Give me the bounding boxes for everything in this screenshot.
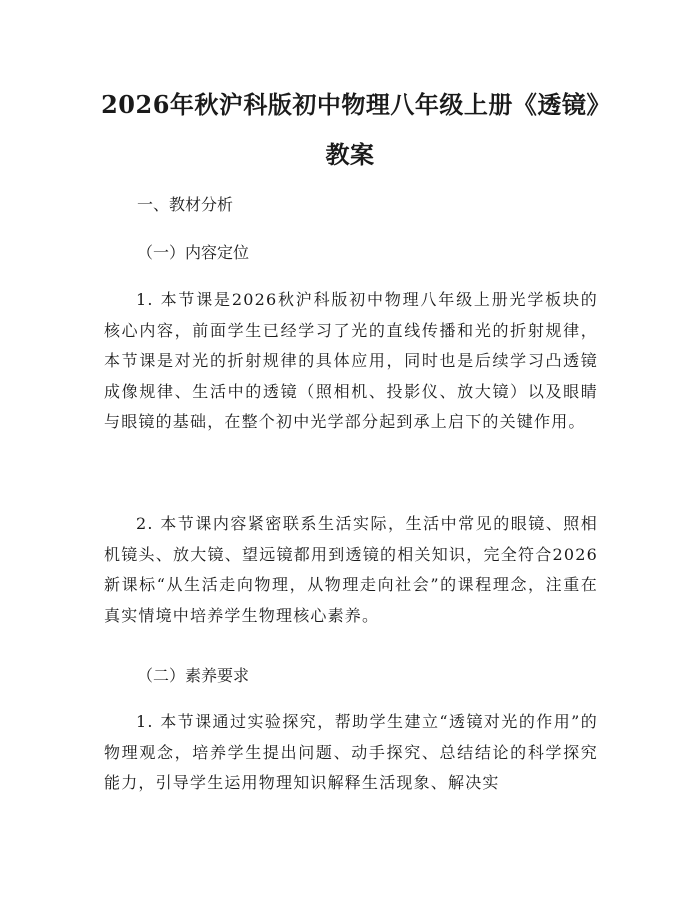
section-heading-textbook-analysis: 一、教材分析 xyxy=(137,195,234,214)
document-title: 2026年秋沪科版初中物理八年级上册《透镜》教案 xyxy=(101,90,599,169)
paragraph-content-positioning-2: 2. 本节课内容紧密联系生活实际，生活中常见的眼镜、照相机镜头、放大镜、望远镜都用到透镜的相关知识，完全符合2026新课标“从生活走向物理，从物理走向社会”的课程理念，注重在真实情境中培养学生物理核心素养。 xyxy=(104,514,598,625)
subsection-heading-literacy-requirements: （二）素养要求 xyxy=(137,666,250,685)
paragraph-literacy-requirements-1: 1. 本节课通过实验探究，帮助学生建立“透镜对光的作用”的物理观念，培养学生提出问题、动手探究、总结结论的科学探究能力，引导学生运用物理知识解释生活现象、解决实 xyxy=(104,712,598,792)
paragraph-content-positioning-1: 1. 本节课是2026秋沪科版初中物理八年级上册光学板块的核心内容，前面学生已经学习了光的直线传播和光的折射规律，本节课是对光的折射规律的具体应用，同时也是后续学习凸透镜成像规律、生活中的透镜（照相机、投影仪、放大镜）以及眼睛与眼镜的基础，在整个初中光学部分起到承上启下的关键作用。 xyxy=(104,290,598,431)
subsection-heading-content-positioning: （一）内容定位 xyxy=(137,243,250,262)
